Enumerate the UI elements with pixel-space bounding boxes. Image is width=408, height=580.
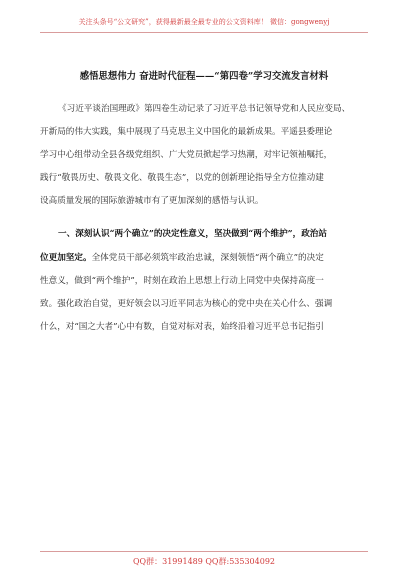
intro-line-1: 《习近平谈治国理政》第四卷生动记录了习近平总书记领导党和人民应变局、 bbox=[58, 104, 351, 114]
section1-line-4: 致。强化政治自觉，更好领会以习近平同志为核心的党中央在关心什么、强调 bbox=[40, 299, 333, 309]
document-title: 感悟思想伟力 奋进时代征程——“第四卷”学习交流发言材料 bbox=[79, 71, 329, 82]
section1-line-5: 什么，对“国之大者”心中有数，自觉对标对表，始终沿着习近平总书记指引 bbox=[40, 322, 324, 332]
page-header bbox=[40, 14, 368, 33]
section1-heading-line-1: 一、深刻认识“两个确立”的决定性意义，坚决做到“两个维护”，政治站 bbox=[58, 229, 327, 239]
intro-line-2: 开新局的伟大实践，集中展现了马克思主义中国化的最新成果。平遥县委理论 bbox=[40, 127, 333, 137]
intro-line-4: 践行“敬畏历史、敬畏文化、敬畏生态”，以党的创新理论指导全方位推动建 bbox=[40, 173, 324, 183]
header-promo-text: 关注头条号“公文研究”，获得最新最全最专业的公文资料库！ 微信：gongwenyj bbox=[78, 18, 330, 26]
section1-line-3: 性意义，做到“两个维护”，时刻在政治上思想上行动上同党中央保持高度一 bbox=[40, 276, 324, 286]
section1-heading-end: 位更加坚定。 bbox=[40, 253, 92, 263]
footer-qq-groups: QQ群：31991489 QQ群:535304092 bbox=[133, 557, 275, 566]
section1-line-2-text: 全体党员干部必须筑牢政治忠诚，深刻领悟“两个确立”的决定 bbox=[91, 253, 324, 263]
intro-line-3: 学习中心组带动全县各级党组织、广大党员掀起学习热潮，对牢记领袖嘱托， bbox=[40, 150, 333, 160]
intro-line-5: 设高质量发展的国际旅游城市有了更加深刻的感悟与认识。 bbox=[40, 196, 264, 206]
section1-line-2 bbox=[40, 252, 370, 264]
page-footer bbox=[40, 551, 368, 568]
